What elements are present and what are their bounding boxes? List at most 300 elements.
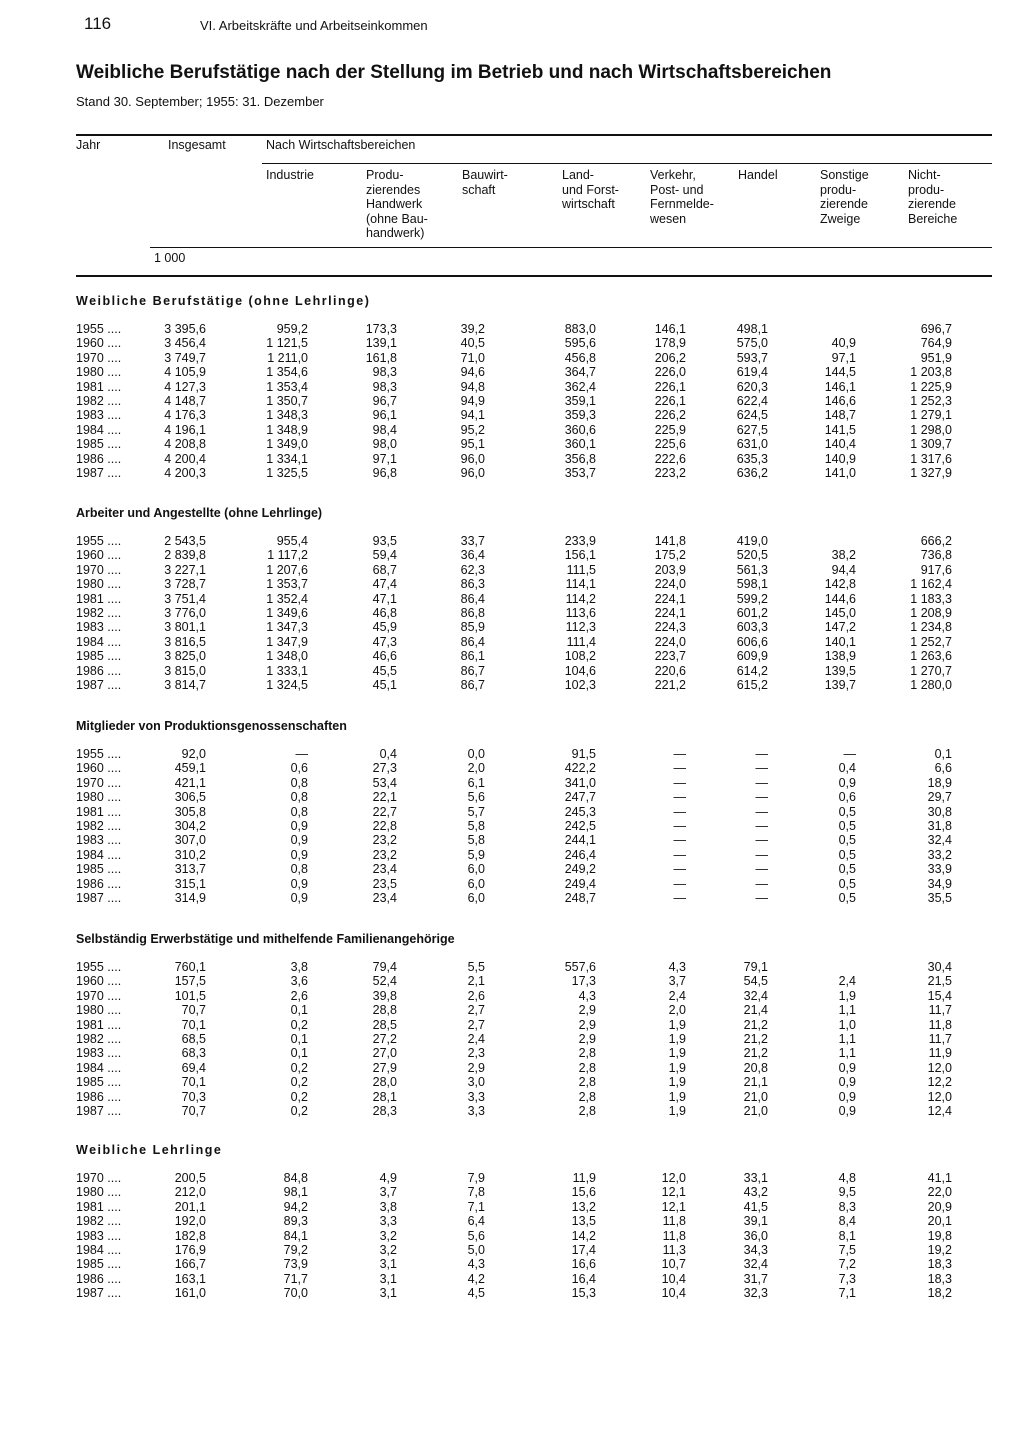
cell-landwirtschaft: 2,8 <box>578 1089 596 1104</box>
cell-bauwirtschaft: 3,3 <box>467 1089 485 1104</box>
cell-sonstige: 9,5 <box>838 1185 856 1200</box>
cell-handel: 20,8 <box>743 1060 768 1075</box>
cell-insgesamt: 4 196,1 <box>164 422 206 437</box>
cell-landwirtschaft: 883,0 <box>564 322 596 336</box>
cell-nichtproduzierende: 736,8 <box>920 548 952 563</box>
cell-sonstige: 0,5 <box>838 804 856 819</box>
cell-insgesamt: 70,1 <box>181 1075 206 1090</box>
section-title: Selbständig Erwerbstätige und mithelfende Familienangehörige <box>76 932 455 946</box>
column-header-nichtproduzierende: Nicht- produ- zierende Bereiche <box>908 168 958 226</box>
cell-landwirtschaft: 111,4 <box>566 634 596 649</box>
cell-nichtproduzierende: 1 252,7 <box>910 634 952 649</box>
cell-bauwirtschaft: 6,1 <box>467 775 485 790</box>
cell-sonstige: 146,6 <box>824 394 856 408</box>
cell-bauwirtschaft: 85,9 <box>460 620 485 635</box>
cell-sonstige: 40,9 <box>831 336 856 351</box>
page-number: 116 <box>84 14 112 33</box>
cell-bauwirtschaft: 5,6 <box>467 1228 485 1243</box>
cell-handwerk: 96,8 <box>372 466 397 480</box>
cell-industrie: 0,2 <box>290 1089 308 1104</box>
cell-verkehr: — <box>673 775 686 790</box>
cell-verkehr: 225,9 <box>654 422 686 437</box>
cell-handwerk: 47,4 <box>372 577 397 592</box>
cell-landwirtschaft: 233,9 <box>564 534 596 548</box>
cell-nichtproduzierende: 34,9 <box>927 876 952 891</box>
table-row <box>0 620 1024 634</box>
cell-bauwirtschaft: 2,1 <box>467 974 485 989</box>
cell-handwerk: 3,2 <box>379 1243 397 1257</box>
cell-insgesamt: 3 749,7 <box>164 350 206 365</box>
cell-insgesamt: 4 200,3 <box>164 466 206 480</box>
cell-industrie: 98,1 <box>283 1185 308 1200</box>
cell-verkehr: 2,0 <box>668 1003 686 1018</box>
cell-bauwirtschaft: 5,8 <box>467 833 485 848</box>
cell-bauwirtschaft: 2,7 <box>467 1003 485 1018</box>
cell-handwerk: 46,8 <box>372 606 397 620</box>
cell-jahr: 1984 .... <box>76 847 122 862</box>
table-row <box>0 1185 1024 1199</box>
cell-verkehr: — <box>673 761 686 776</box>
table-row <box>0 322 1024 336</box>
cell-insgesamt: 68,5 <box>181 1032 206 1046</box>
cell-sonstige: 0,6 <box>838 790 856 805</box>
cell-industrie: 1 349,0 <box>266 437 308 452</box>
cell-nichtproduzierende: 12,4 <box>927 1104 952 1118</box>
cell-sonstige: 142,8 <box>824 577 856 592</box>
cell-bauwirtschaft: 5,6 <box>467 790 485 805</box>
cell-bauwirtschaft: 2,7 <box>467 1017 485 1032</box>
cell-jahr: 1987 .... <box>76 1286 122 1301</box>
cell-nichtproduzierende: 30,8 <box>927 804 952 819</box>
cell-sonstige: 141,5 <box>824 422 856 437</box>
cell-landwirtschaft: 341,0 <box>564 775 596 790</box>
cell-bauwirtschaft: 2,9 <box>467 1060 485 1075</box>
cell-landwirtschaft: 108,2 <box>564 649 596 664</box>
table-row <box>0 1243 1024 1257</box>
cell-handel: 619,4 <box>736 365 768 380</box>
cell-landwirtschaft: 114,1 <box>565 577 596 592</box>
cell-industrie: 3,8 <box>290 960 308 974</box>
cell-handwerk: 3,1 <box>379 1271 397 1286</box>
cell-handwerk: 98,3 <box>372 365 397 380</box>
cell-jahr: 1980 .... <box>76 577 122 592</box>
cell-jahr: 1983 .... <box>76 1228 122 1243</box>
cell-verkehr: 224,0 <box>654 577 686 592</box>
cell-nichtproduzierende: 11,8 <box>928 1017 952 1032</box>
column-header-handel: Handel <box>738 168 778 182</box>
cell-landwirtschaft: 16,6 <box>571 1257 596 1272</box>
cell-jahr: 1985 .... <box>76 437 122 452</box>
cell-landwirtschaft: 13,5 <box>571 1214 596 1229</box>
cell-sonstige: 1,9 <box>838 988 856 1003</box>
cell-sonstige: 38,2 <box>831 548 856 563</box>
cell-handel: 32,4 <box>743 1257 768 1272</box>
cell-verkehr: 223,2 <box>654 466 686 480</box>
cell-insgesamt: 192,0 <box>174 1214 206 1229</box>
cell-industrie: 1 347,3 <box>266 620 308 635</box>
cell-handel: 34,3 <box>743 1243 768 1257</box>
section-title: Weibliche Berufstätige (ohne Lehrlinge) <box>76 294 371 308</box>
table-row <box>0 1214 1024 1228</box>
cell-landwirtschaft: 2,9 <box>578 1017 596 1032</box>
cell-sonstige: 148,7 <box>824 408 856 423</box>
cell-handwerk: 47,3 <box>372 634 397 649</box>
cell-jahr: 1970 .... <box>76 775 122 790</box>
cell-handel: — <box>755 761 768 776</box>
cell-landwirtschaft: 362,4 <box>564 379 596 394</box>
cell-insgesamt: 314,9 <box>174 891 206 905</box>
cell-handel: 636,2 <box>736 466 768 480</box>
cell-industrie: 1 353,7 <box>266 577 308 592</box>
cell-handel: 575,0 <box>736 336 768 351</box>
cell-landwirtschaft: 249,4 <box>564 876 596 891</box>
cell-industrie: 0,6 <box>290 761 308 776</box>
cell-landwirtschaft: 359,3 <box>564 408 596 423</box>
cell-nichtproduzierende: 1 270,7 <box>910 663 952 678</box>
table-row <box>0 1061 1024 1075</box>
cell-nichtproduzierende: 20,9 <box>927 1199 952 1214</box>
cell-insgesamt: 3 728,7 <box>164 577 206 592</box>
cell-sonstige: 147,2 <box>824 620 856 635</box>
cell-bauwirtschaft: 96,0 <box>460 451 485 466</box>
cell-handwerk: 22,1 <box>372 790 397 805</box>
cell-bauwirtschaft: 7,1 <box>467 1199 485 1214</box>
cell-landwirtschaft: 2,8 <box>578 1104 596 1118</box>
table-row <box>0 423 1024 437</box>
cell-handwerk: 23,2 <box>372 847 397 862</box>
cell-sonstige: 140,1 <box>824 634 856 649</box>
cell-verkehr: 11,3 <box>662 1243 686 1257</box>
cell-nichtproduzierende: 764,9 <box>920 336 952 351</box>
cell-landwirtschaft: 91,5 <box>571 747 596 761</box>
cell-industrie: 1 325,5 <box>266 466 308 480</box>
cell-jahr: 1983 .... <box>76 620 122 635</box>
cell-industrie: 1 333,1 <box>266 663 308 678</box>
cell-handwerk: 3,1 <box>379 1286 397 1301</box>
cell-verkehr: 224,1 <box>654 606 686 620</box>
cell-handel: 622,4 <box>736 394 768 408</box>
cell-verkehr: 226,1 <box>654 394 686 408</box>
column-header-landwirtschaft: Land- und Forst- wirtschaft <box>562 168 619 211</box>
cell-nichtproduzierende: 6,6 <box>934 761 952 776</box>
cell-jahr: 1982 .... <box>76 1214 122 1229</box>
cell-sonstige: 7,2 <box>838 1257 856 1272</box>
table-row <box>0 1090 1024 1104</box>
table-row <box>0 1229 1024 1243</box>
cell-verkehr: 1,9 <box>668 1017 686 1032</box>
cell-handel: — <box>755 833 768 848</box>
cell-nichtproduzierende: 1 317,6 <box>910 451 952 466</box>
cell-insgesamt: 201,1 <box>174 1199 206 1214</box>
cell-industrie: 1 117,2 <box>267 548 308 563</box>
table-row <box>0 649 1024 663</box>
cell-landwirtschaft: 11,9 <box>572 1171 596 1185</box>
cell-sonstige: 7,5 <box>838 1243 856 1257</box>
column-header-industrie: Industrie <box>266 168 314 182</box>
cell-nichtproduzierende: 30,4 <box>927 960 952 974</box>
cell-nichtproduzierende: 19,8 <box>927 1228 952 1243</box>
cell-insgesamt: 70,3 <box>181 1089 206 1104</box>
cell-verkehr: 10,4 <box>661 1286 686 1301</box>
cell-insgesamt: 182,8 <box>174 1228 206 1243</box>
unit-label: 1 000 <box>154 251 186 265</box>
cell-handwerk: 28,0 <box>372 1075 397 1090</box>
cell-verkehr: — <box>673 790 686 805</box>
cell-nichtproduzierende: 1 309,7 <box>910 437 952 452</box>
cell-sonstige: 94,4 <box>831 562 856 577</box>
cell-landwirtschaft: 246,4 <box>564 847 596 862</box>
cell-landwirtschaft: 2,8 <box>578 1046 596 1061</box>
table-row <box>0 577 1024 591</box>
table-row <box>0 563 1024 577</box>
cell-handwerk: 68,7 <box>372 562 397 577</box>
cell-industrie: 1 211,0 <box>267 350 308 365</box>
cell-jahr: 1985 .... <box>76 1075 122 1090</box>
cell-handel: — <box>755 747 768 761</box>
cell-landwirtschaft: 114,2 <box>565 591 596 606</box>
cell-handel: 21,2 <box>743 1032 768 1046</box>
cell-landwirtschaft: 16,4 <box>571 1271 596 1286</box>
cell-bauwirtschaft: 40,5 <box>460 336 485 351</box>
cell-verkehr: — <box>673 747 686 761</box>
table-row <box>0 437 1024 451</box>
cell-insgesamt: 92,0 <box>181 747 206 761</box>
cell-landwirtschaft: 17,4 <box>571 1243 596 1257</box>
cell-bauwirtschaft: 86,1 <box>460 649 485 664</box>
cell-industrie: 0,2 <box>290 1017 308 1032</box>
cell-insgesamt: 3 776,0 <box>164 606 206 620</box>
cell-jahr: 1984 .... <box>76 634 122 649</box>
cell-verkehr: 226,0 <box>654 365 686 380</box>
cell-industrie: 0,1 <box>290 1032 308 1046</box>
cell-jahr: 1982 .... <box>76 1032 122 1046</box>
cell-landwirtschaft: 112,3 <box>565 620 596 635</box>
cell-landwirtschaft: 4,3 <box>578 988 596 1003</box>
cell-landwirtschaft: 104,6 <box>564 663 596 678</box>
cell-insgesamt: 2 543,5 <box>164 534 206 548</box>
cell-bauwirtschaft: 6,4 <box>467 1214 485 1229</box>
cell-handel: 54,5 <box>743 974 768 989</box>
cell-handel: 561,3 <box>736 562 768 577</box>
cell-bauwirtschaft: 3,0 <box>467 1075 485 1090</box>
cell-industrie: 1 334,1 <box>266 451 308 466</box>
cell-landwirtschaft: 15,3 <box>571 1286 596 1301</box>
cell-landwirtschaft: 113,6 <box>565 606 596 620</box>
cell-verkehr: 178,9 <box>654 336 686 351</box>
cell-jahr: 1955 .... <box>76 747 122 761</box>
cell-handel: 631,0 <box>736 437 768 452</box>
cell-insgesamt: 176,9 <box>174 1243 206 1257</box>
cell-verkehr: 206,2 <box>654 350 686 365</box>
cell-handwerk: 52,4 <box>372 974 397 989</box>
cell-insgesamt: 4 105,9 <box>164 365 206 380</box>
table-subtitle: Stand 30. September; 1955: 31. Dezember <box>76 94 324 109</box>
cell-handwerk: 28,5 <box>372 1017 397 1032</box>
cell-handel: 36,0 <box>743 1228 768 1243</box>
cell-jahr: 1955 .... <box>76 322 122 336</box>
cell-jahr: 1987 .... <box>76 891 122 905</box>
cell-verkehr: 222,6 <box>654 451 686 466</box>
cell-insgesamt: 68,3 <box>181 1046 206 1061</box>
cell-handel: 41,5 <box>743 1199 768 1214</box>
cell-bauwirtschaft: 4,2 <box>467 1271 485 1286</box>
cell-sonstige: 0,5 <box>838 819 856 833</box>
cell-industrie: 0,8 <box>290 862 308 877</box>
cell-industrie: 2,6 <box>290 988 308 1003</box>
cell-handwerk: 23,4 <box>372 862 397 877</box>
cell-handwerk: 45,5 <box>372 663 397 678</box>
cell-bauwirtschaft: 33,7 <box>460 534 485 548</box>
cell-insgesamt: 70,1 <box>181 1017 206 1032</box>
cell-handwerk: 28,3 <box>372 1104 397 1118</box>
cell-nichtproduzierende: 917,6 <box>920 562 952 577</box>
cell-verkehr: 1,9 <box>668 1060 686 1075</box>
cell-bauwirtschaft: 94,8 <box>460 379 485 394</box>
cell-bauwirtschaft: 2,4 <box>467 1032 485 1046</box>
cell-sonstige: 145,0 <box>824 606 856 620</box>
column-header-bauwirtschaft: Bauwirt- schaft <box>462 168 508 197</box>
cell-bauwirtschaft: 2,3 <box>467 1046 485 1061</box>
cell-handel: 31,7 <box>743 1271 768 1286</box>
cell-handel: 635,3 <box>736 451 768 466</box>
table-row <box>0 877 1024 891</box>
cell-jahr: 1985 .... <box>76 649 122 664</box>
cell-handwerk: 3,3 <box>379 1214 397 1229</box>
cell-sonstige: 8,3 <box>838 1199 856 1214</box>
cell-sonstige: 1,0 <box>838 1017 856 1032</box>
cell-handwerk: 45,9 <box>372 620 397 635</box>
cell-insgesamt: 306,5 <box>174 790 206 805</box>
cell-jahr: 1983 .... <box>76 833 122 848</box>
cell-landwirtschaft: 13,2 <box>571 1199 596 1214</box>
cell-bauwirtschaft: 39,2 <box>460 322 485 336</box>
cell-handwerk: 79,4 <box>372 960 397 974</box>
cell-handwerk: 98,0 <box>372 437 397 452</box>
cell-industrie: 0,2 <box>290 1075 308 1090</box>
cell-handwerk: 22,8 <box>372 819 397 833</box>
cell-landwirtschaft: 360,1 <box>564 437 596 452</box>
cell-sonstige: 0,9 <box>838 1060 856 1075</box>
cell-verkehr: 1,9 <box>668 1046 686 1061</box>
cell-landwirtschaft: 156,1 <box>564 548 596 563</box>
table-row <box>0 452 1024 466</box>
cell-handwerk: 28,1 <box>372 1089 397 1104</box>
cell-handwerk: 3,8 <box>379 1199 397 1214</box>
cell-jahr: 1987 .... <box>76 466 122 480</box>
cell-handel: 614,2 <box>736 663 768 678</box>
cell-verkehr: 146,1 <box>654 322 686 336</box>
cell-industrie: 84,8 <box>283 1171 308 1185</box>
cell-jahr: 1955 .... <box>76 534 122 548</box>
cell-handel: 601,2 <box>736 606 768 620</box>
cell-jahr: 1986 .... <box>76 663 122 678</box>
cell-jahr: 1981 .... <box>76 804 122 819</box>
cell-nichtproduzierende: 32,4 <box>927 833 952 848</box>
cell-jahr: 1980 .... <box>76 1003 122 1018</box>
cell-handwerk: 27,2 <box>372 1032 397 1046</box>
cell-nichtproduzierende: 1 280,0 <box>910 678 952 692</box>
column-header-jahr: Jahr <box>76 138 101 152</box>
cell-landwirtschaft: 2,8 <box>578 1060 596 1075</box>
cell-handel: 43,2 <box>743 1185 768 1200</box>
table-row <box>0 1003 1024 1017</box>
table-row <box>0 466 1024 480</box>
cell-nichtproduzierende: 18,3 <box>927 1257 952 1272</box>
cell-verkehr: 221,2 <box>654 678 686 692</box>
table-row <box>0 1272 1024 1286</box>
cell-bauwirtschaft: 86,3 <box>460 577 485 592</box>
cell-sonstige: 0,9 <box>838 775 856 790</box>
cell-nichtproduzierende: 1 298,0 <box>910 422 952 437</box>
cell-industrie: 0,9 <box>290 819 308 833</box>
cell-industrie: 1 121,5 <box>266 336 308 351</box>
table-row <box>0 761 1024 775</box>
cell-industrie: 1 348,3 <box>266 408 308 423</box>
cell-handwerk: 39,8 <box>372 988 397 1003</box>
table-row <box>0 1257 1024 1271</box>
cell-landwirtschaft: 2,9 <box>578 1032 596 1046</box>
cell-verkehr: — <box>673 833 686 848</box>
cell-sonstige: 140,9 <box>824 451 856 466</box>
cell-handwerk: 173,3 <box>365 322 397 336</box>
cell-jahr: 1960 .... <box>76 974 122 989</box>
cell-bauwirtschaft: 6,0 <box>467 876 485 891</box>
cell-sonstige: 2,4 <box>838 974 856 989</box>
cell-insgesamt: 3 456,4 <box>164 336 206 351</box>
cell-sonstige: 8,4 <box>838 1214 856 1229</box>
cell-landwirtschaft: 2,9 <box>578 1003 596 1018</box>
table-row <box>0 819 1024 833</box>
header-top-rule <box>76 134 992 136</box>
cell-landwirtschaft: 14,2 <box>571 1228 596 1243</box>
cell-industrie: 0,8 <box>290 804 308 819</box>
cell-handel: 599,2 <box>736 591 768 606</box>
cell-insgesamt: 4 127,3 <box>164 379 206 394</box>
cell-handwerk: 0,4 <box>379 747 397 761</box>
table-title: Weibliche Berufstätige nach der Stellung im Betrieb und nach Wirtschaftsbereichen <box>76 62 832 83</box>
cell-sonstige: 97,1 <box>831 350 856 365</box>
cell-jahr: 1982 .... <box>76 819 122 833</box>
cell-jahr: 1970 .... <box>76 988 122 1003</box>
cell-jahr: 1981 .... <box>76 1017 122 1032</box>
cell-nichtproduzierende: 951,9 <box>920 350 952 365</box>
cell-jahr: 1981 .... <box>76 591 122 606</box>
cell-handwerk: 139,1 <box>365 336 397 351</box>
cell-industrie: — <box>295 747 308 761</box>
cell-bauwirtschaft: 6,0 <box>467 891 485 905</box>
cell-handel: 603,3 <box>736 620 768 635</box>
section-title: Weibliche Lehrlinge <box>76 1143 223 1157</box>
cell-handel: 32,4 <box>743 988 768 1003</box>
cell-nichtproduzierende: 31,8 <box>927 819 952 833</box>
cell-nichtproduzierende: 20,1 <box>927 1214 952 1229</box>
cell-industrie: 3,6 <box>290 974 308 989</box>
cell-handel: 33,1 <box>743 1171 768 1185</box>
cell-verkehr: — <box>673 876 686 891</box>
cell-sonstige: 0,5 <box>838 833 856 848</box>
cell-handwerk: 45,1 <box>372 678 397 692</box>
table-row <box>0 790 1024 804</box>
cell-nichtproduzierende: 18,3 <box>927 1271 952 1286</box>
table-row <box>0 678 1024 692</box>
cell-insgesamt: 4 148,7 <box>164 394 206 408</box>
cell-verkehr: 11,8 <box>662 1228 686 1243</box>
table-row <box>0 1104 1024 1118</box>
cell-handwerk: 47,1 <box>372 591 397 606</box>
column-header-verkehr: Verkehr, Post- und Fernmelde- wesen <box>650 168 714 226</box>
cell-bauwirtschaft: 3,3 <box>467 1104 485 1118</box>
cell-handwerk: 161,8 <box>365 350 397 365</box>
